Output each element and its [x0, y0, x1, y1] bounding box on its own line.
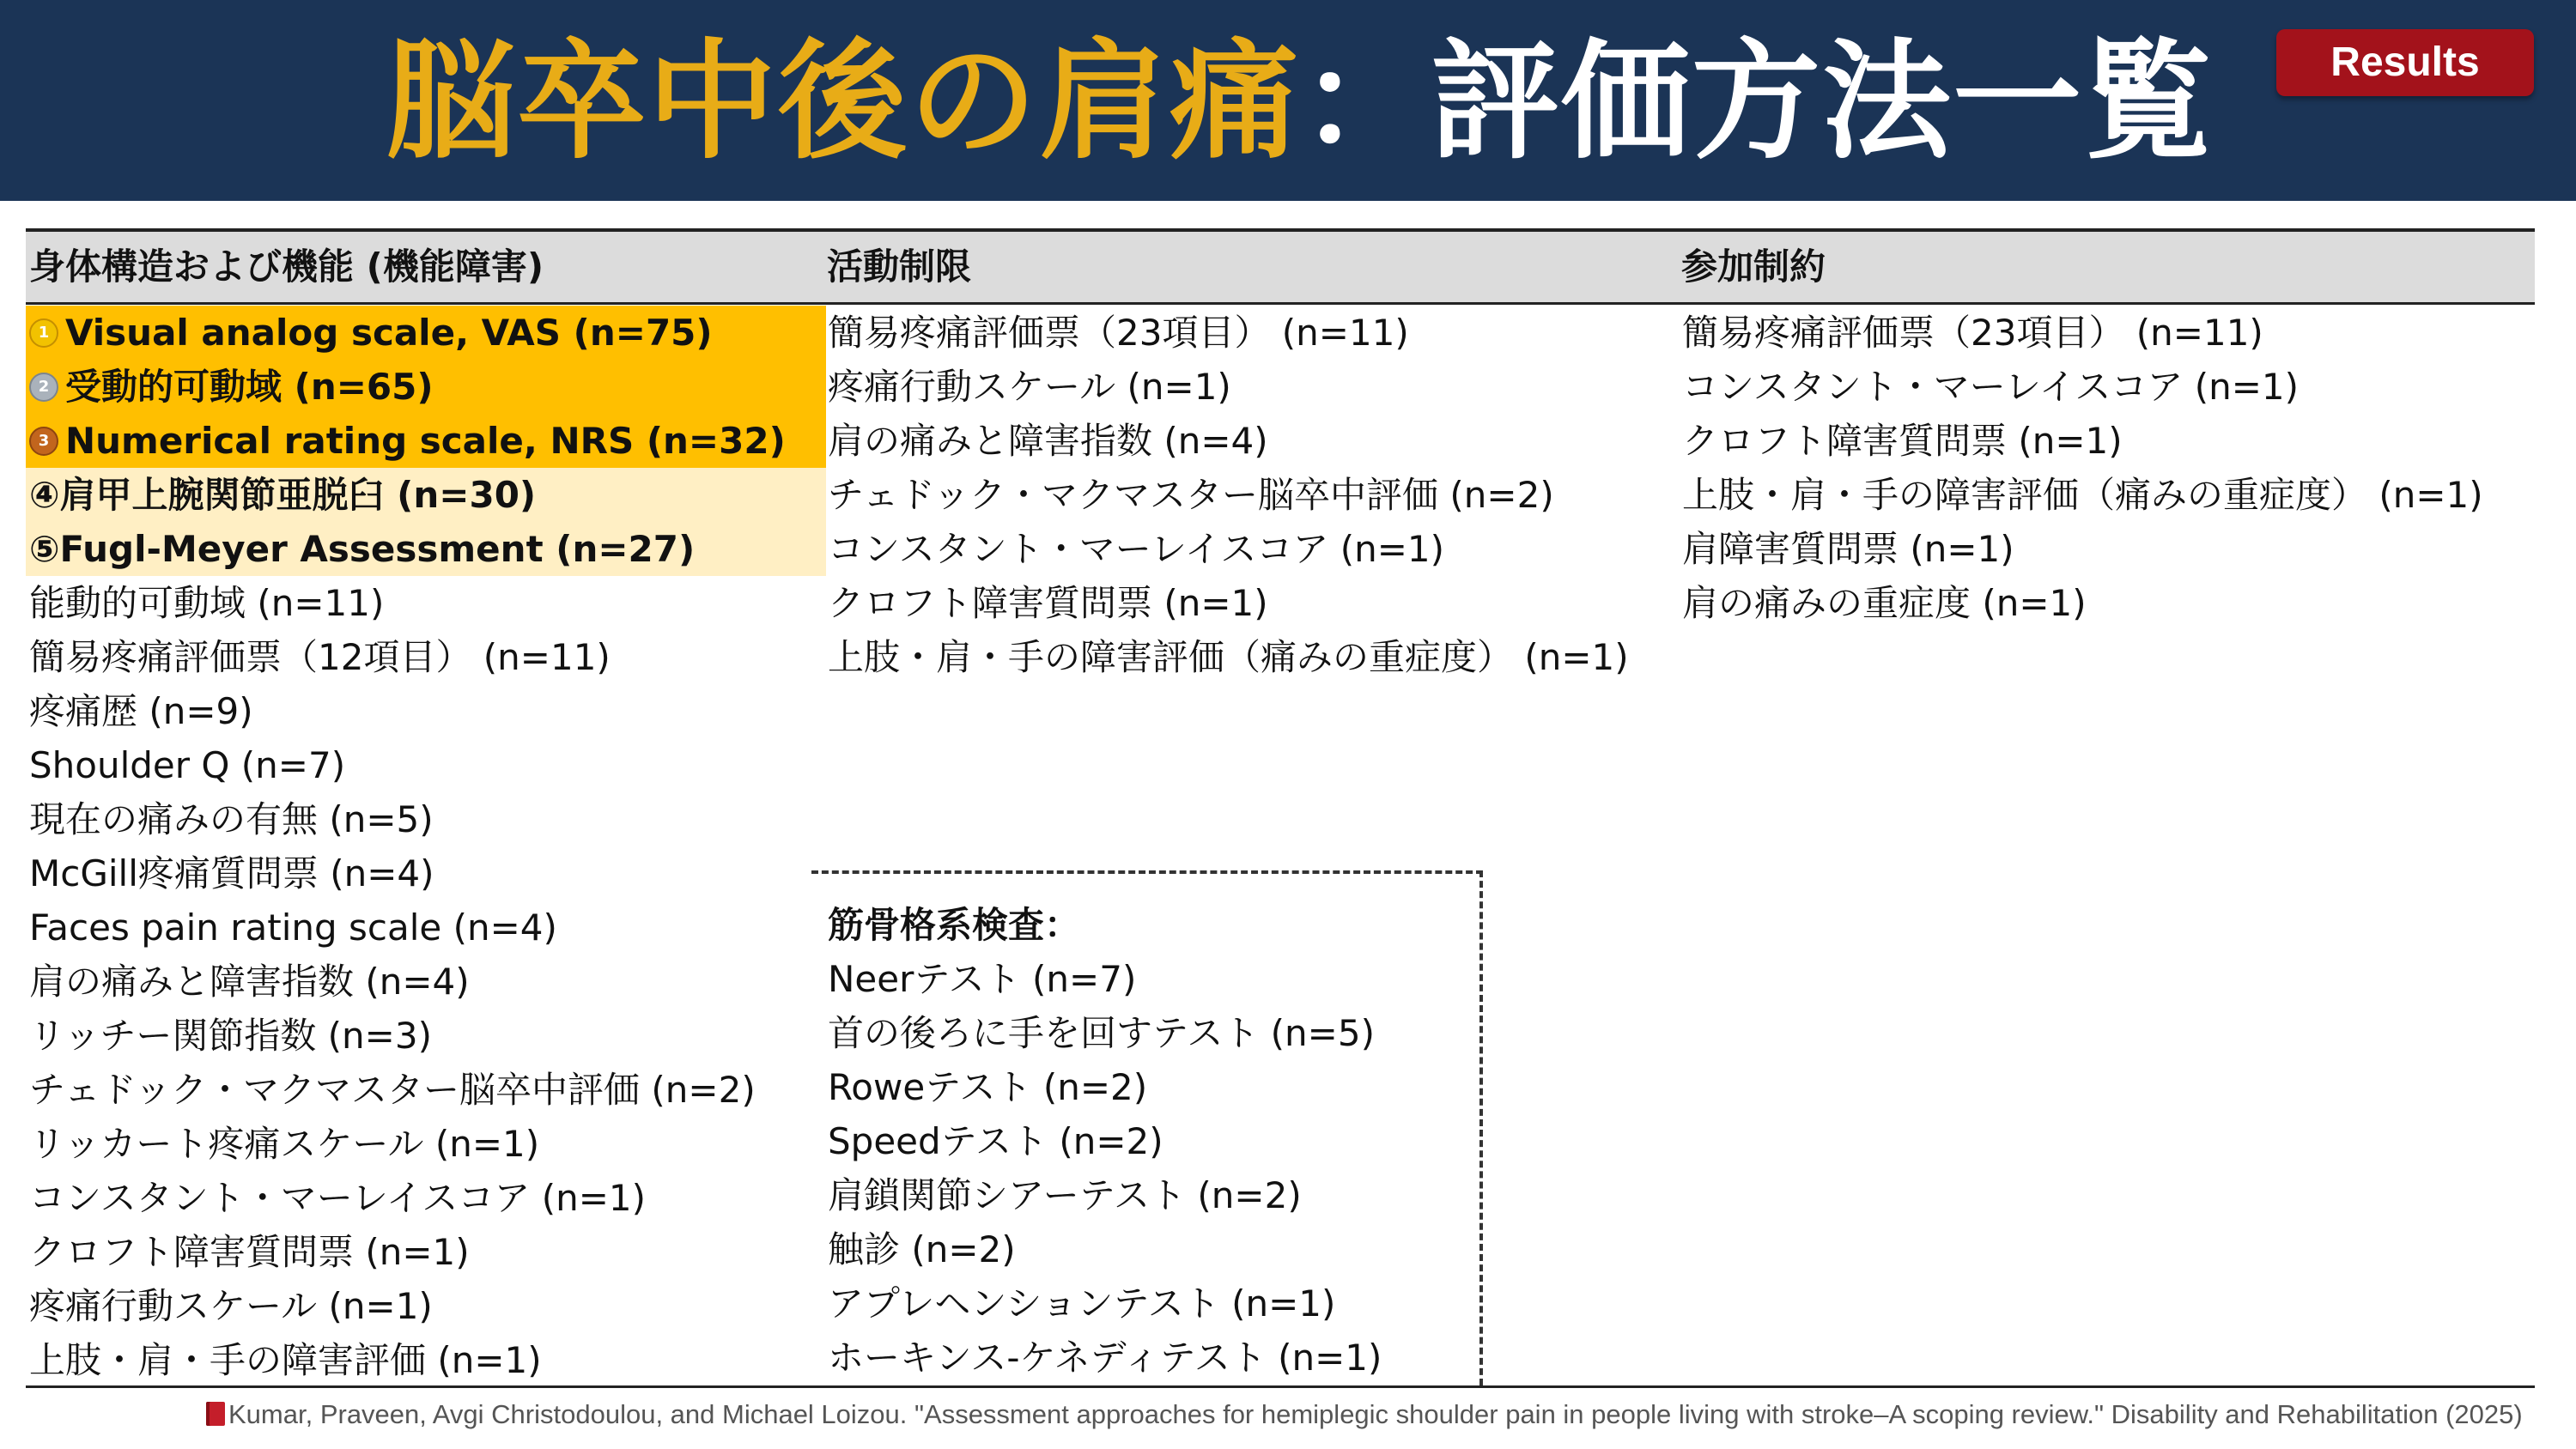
title-highlight: 脳卒中後の肩痛 [386, 27, 1301, 177]
citation [206, 1396, 2523, 1434]
list-item: 触診 (n=2) [828, 1228, 1016, 1270]
list-item-rank-1 [26, 306, 826, 360]
citation-text: Kumar, Praveen, Avgi Christodoulou, and Michael Loizou. "Assessment approaches for hemiplegic shoulder pain in people living with stroke–A scoping review." Disability and Rehabilitation (2025) [228, 1399, 2523, 1429]
list-item: コンスタント・マーレイスコア (n=1) [29, 1177, 647, 1219]
list-item: 簡易疼痛評価票（12項目） (n=11) [29, 636, 611, 678]
list-item: 簡易疼痛評価票（23項目） (n=11) [1682, 312, 2263, 354]
list-item-rank-4: ④肩甲上腕関節亜脱臼 (n=30) [26, 468, 826, 522]
list-item: クロフト障害質問票 (n=1) [29, 1231, 470, 1273]
list-item: アプレヘンションテスト (n=1) [828, 1282, 1336, 1325]
list-item: リッチー関節指数 (n=3) [29, 1015, 432, 1057]
list-item: コンスタント・マーレイスコア (n=1) [828, 528, 1445, 570]
list-item: リッカート疼痛スケール (n=1) [29, 1123, 540, 1165]
list-item: Faces pain rating scale (n=4) [29, 906, 557, 949]
list-item: 肩障害質問票 (n=1) [1682, 528, 2014, 570]
list-item: Neerテスト (n=7) [828, 958, 1137, 1000]
list-item: 能動的可動域 (n=11) [29, 582, 385, 624]
list-item: 現在の痛みの有無 (n=5) [29, 798, 434, 840]
column-heading-body-function: 身体構造および機能 (機能障害) [29, 246, 544, 288]
list-item: 疼痛行動スケール (n=1) [828, 366, 1231, 408]
results-badge: Results [2276, 29, 2534, 96]
table-header-rule [26, 302, 2535, 305]
list-item: 上肢・肩・手の障害評価（痛みの重症度） (n=1) [828, 636, 1629, 678]
list-item: 上肢・肩・手の障害評価 (n=1) [29, 1339, 542, 1381]
header-bar [0, 0, 2576, 201]
title-rest: ：評価方法一覧 [1300, 27, 2215, 177]
list-item: 肩の痛みの重症度 (n=1) [1682, 582, 2087, 624]
bronze-medal-icon: 3 [29, 427, 58, 456]
list-item: コンスタント・マーレイスコア (n=1) [1682, 366, 2300, 408]
list-item: 上肢・肩・手の障害評価（痛みの重症度） (n=1) [1682, 474, 2483, 516]
body-function-column [26, 306, 826, 1387]
page-title [386, 29, 2214, 175]
list-item: クロフト障害質問票 (n=1) [828, 582, 1268, 624]
list-item-rank-2 [26, 360, 826, 414]
list-item: チェドック・マクマスター脳卒中評価 (n=2) [828, 474, 1554, 516]
list-item-rank-3 [26, 414, 826, 468]
activity-column [824, 306, 1629, 684]
list-item: 首の後ろに手を回すテスト (n=5) [828, 1012, 1375, 1054]
list-item-label: Numerical rating scale, NRS (n=32) [65, 420, 786, 462]
list-item: 肩鎖関節シアーテスト (n=2) [828, 1174, 1302, 1216]
musculoskeletal-list [824, 898, 1382, 1385]
list-item: 簡易疼痛評価票（23項目） (n=11) [828, 312, 1409, 354]
list-item-rank-5: ⑤Fugl-Meyer Assessment (n=27) [26, 522, 826, 576]
participation-column [1679, 306, 2483, 630]
musculoskeletal-heading: 筋骨格系検査： [828, 904, 1081, 946]
list-item: Roweテスト (n=2) [828, 1066, 1148, 1108]
list-item: 疼痛行動スケール (n=1) [29, 1285, 433, 1327]
list-item: 疼痛歴 (n=9) [29, 690, 253, 732]
list-item: McGill疼痛質問票 (n=4) [29, 852, 434, 894]
list-item: クロフト障害質問票 (n=1) [1682, 420, 2123, 462]
list-item: チェドック・マクマスター脳卒中評価 (n=2) [29, 1069, 756, 1111]
list-item: Speedテスト (n=2) [828, 1120, 1163, 1162]
list-item: Shoulder Q (n=7) [29, 744, 346, 786]
list-item-label: Visual analog scale, VAS (n=75) [65, 312, 713, 354]
book-icon [206, 1402, 225, 1426]
list-item: ホーキンス-ケネディテスト (n=1) [828, 1337, 1382, 1379]
list-item-label: 受動的可動域 (n=65) [65, 366, 434, 408]
list-item: 肩の痛みと障害指数 (n=4) [828, 420, 1268, 462]
list-item: 肩の痛みと障害指数 (n=4) [29, 961, 470, 1003]
column-heading-activity: 活動制限 [827, 246, 972, 288]
column-heading-participation: 参加制約 [1681, 246, 1826, 288]
table-bottom-rule [26, 1385, 2535, 1388]
silver-medal-icon: 2 [29, 373, 58, 402]
gold-medal-icon: 1 [29, 318, 58, 348]
